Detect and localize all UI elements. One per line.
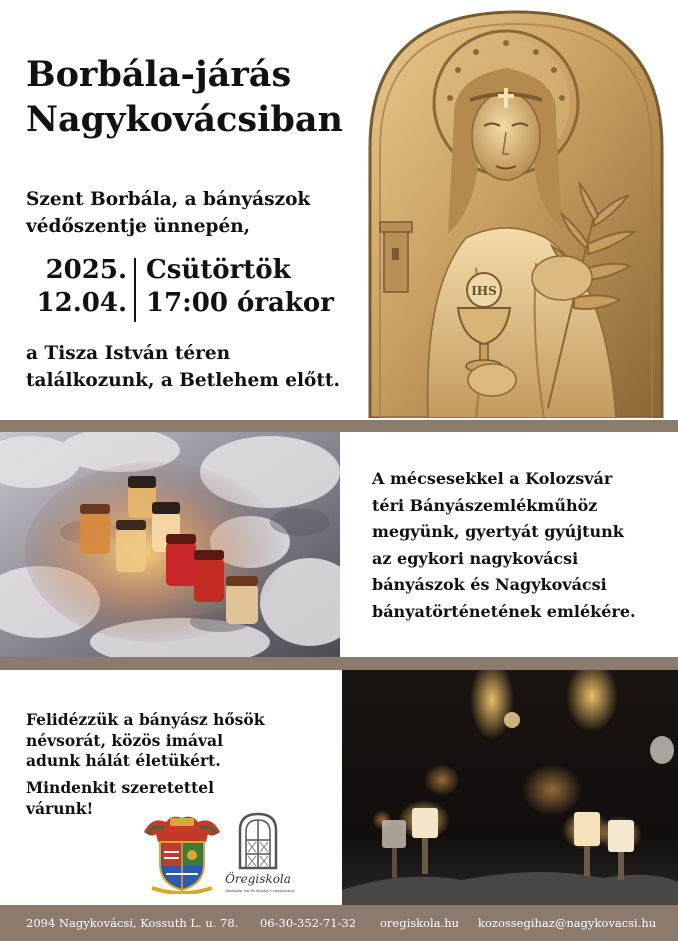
- contact-footer: [0, 905, 678, 941]
- date-divider: [134, 258, 136, 322]
- place-line-1: a Tisza István téren: [26, 343, 231, 364]
- divider-band-2: [0, 657, 678, 670]
- meeting-place: [26, 340, 356, 394]
- place-line-2: találkozunk, a Betlehem előtt.: [26, 370, 340, 391]
- night-candles-image: [342, 670, 678, 905]
- footer-phone: 06-30-352-71-32: [260, 916, 357, 930]
- remembrance-line-2: névsorát, közös imával: [26, 730, 223, 750]
- remembrance-line-3: adunk hálát életükért.: [26, 751, 221, 770]
- procession-line-1: A mécsesekkel a Kolozsvár: [372, 469, 613, 488]
- poster-title: [26, 52, 366, 142]
- remembrance-section: [0, 670, 678, 905]
- intro-text: [26, 186, 356, 240]
- chalice-monogram: IHS: [471, 284, 497, 298]
- saint-barbara-relief-image: [366, 8, 666, 418]
- welcome-line-1: Mindenkit szeretettel: [26, 778, 214, 797]
- remembrance-line-1: Felidézzük a bányász hősök: [26, 710, 265, 729]
- footer-address: 2094 Nagykovácsi, Kossuth L. u. 78.: [26, 916, 239, 930]
- intro-line-1: Szent Borbála, a bányászok: [26, 189, 311, 210]
- header-section: [0, 0, 678, 420]
- event-datetime: [26, 254, 356, 326]
- nagykovacsi-coat-of-arms-logo: [142, 812, 222, 894]
- procession-description: [372, 466, 672, 625]
- intro-line-2: védőszentje ünnepén,: [26, 216, 251, 237]
- procession-line-3: megyünk, gyertyát gyújtunk: [372, 522, 624, 541]
- title-line-1: Borbála-járás: [26, 54, 292, 95]
- oregiskola-logo-name: Öregiskola: [225, 872, 291, 886]
- remembrance-text: [26, 710, 326, 772]
- procession-line-4: az egykori nagykovácsi: [372, 548, 579, 568]
- event-year: 2025.: [45, 255, 127, 285]
- footer-website-link[interactable]: oregiskola.hu: [380, 916, 460, 930]
- procession-section: [0, 432, 678, 657]
- event-hour: 17:00 órakor: [146, 288, 334, 318]
- procession-line-6: bányatörténetének emlékére.: [372, 601, 636, 621]
- candles-in-snow-image: [0, 432, 340, 657]
- event-date: [29, 254, 127, 320]
- event-weekday: Csütörtök: [146, 255, 291, 285]
- footer-email-link[interactable]: kozossegihaz@nagykovacsi.hu: [478, 916, 657, 930]
- divider-band-1: [0, 420, 678, 432]
- welcome-line-2: várunk!: [26, 798, 94, 818]
- procession-line-5: bányászok és Nagykovácsi: [372, 575, 607, 594]
- procession-line-2: téri Bányászemlékműhöz: [372, 495, 598, 515]
- event-time: [146, 254, 361, 320]
- title-line-2: Nagykovácsiban: [26, 99, 343, 140]
- oregiskola-logo-subtext: közösségi ház és ifjúsági • nagykovácsi: [225, 889, 295, 893]
- oregiskola-logo: [218, 810, 318, 898]
- event-day: 12.04.: [36, 288, 127, 318]
